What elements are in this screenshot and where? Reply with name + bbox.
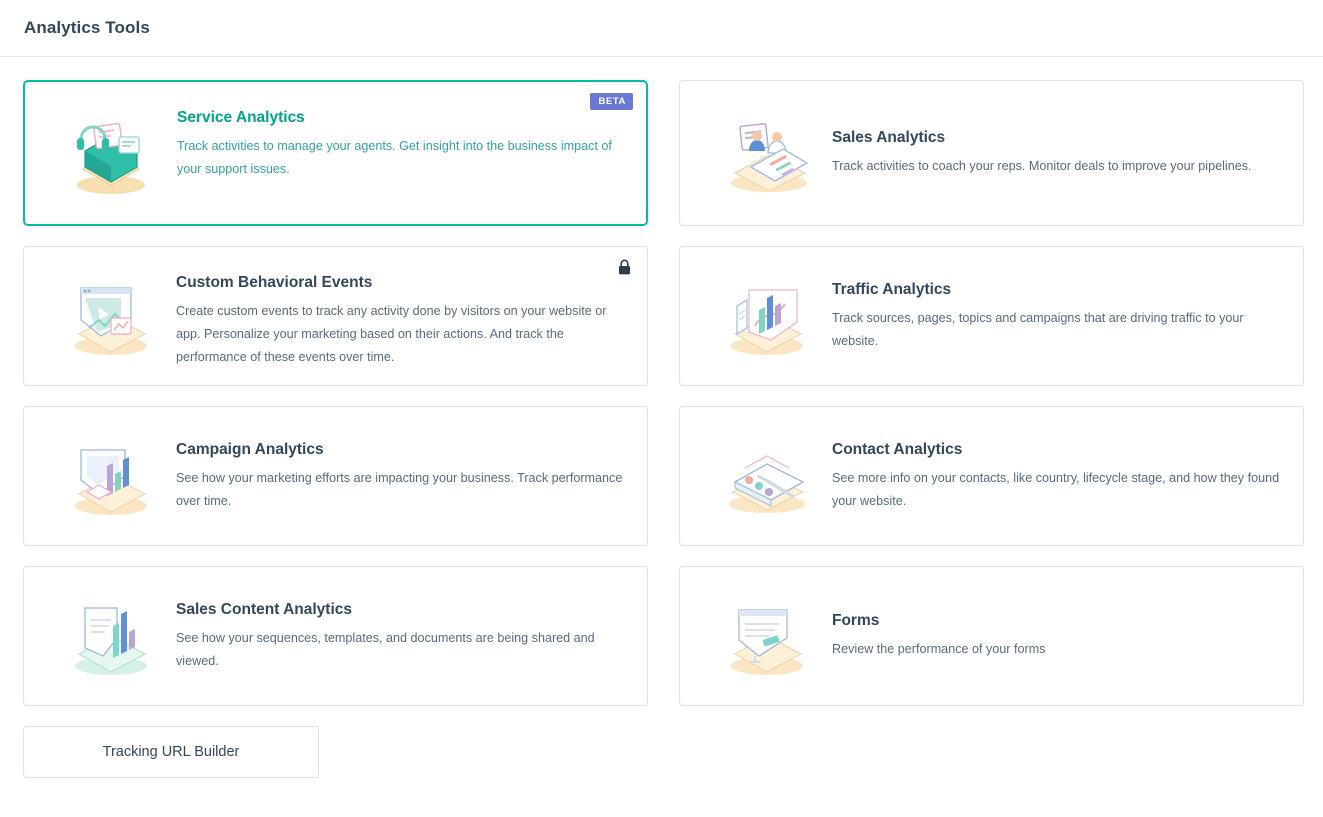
card-campaign-analytics[interactable]	[23, 406, 648, 546]
card-title: Sales Analytics	[832, 129, 946, 146]
page-title: Analytics Tools	[24, 18, 150, 37]
service-desk-illustration	[45, 98, 177, 208]
card-title: Campaign Analytics	[176, 440, 324, 458]
card-body	[832, 128, 1281, 178]
form-screen-illustration	[700, 583, 832, 689]
card-custom-behavioral-events[interactable]	[23, 246, 648, 386]
card-description: Track sources, pages, topics and campaigns that are driving traffic to your website.	[832, 310, 1244, 348]
card-description: Create custom events to track any activity done by visitors on your website or app. Personalize your marketing based on their actions. And track the performance of these events over time.	[176, 304, 607, 364]
card-traffic-analytics[interactable]	[679, 246, 1304, 386]
card-body	[176, 263, 625, 369]
card-service-analytics[interactable]	[23, 80, 648, 226]
card-title: Traffic Analytics	[832, 280, 952, 298]
card-title: Sales Content Analytics	[176, 600, 353, 618]
bar-chart-map-illustration	[700, 263, 832, 369]
card-title: Forms	[832, 612, 880, 629]
card-description: See how your sequences, templates, and documents are being shared and viewed.	[176, 630, 595, 668]
card-title: Contact Analytics	[832, 440, 963, 458]
card-body	[176, 440, 625, 513]
card-description: See more info on your contacts, like country, lifecycle stage, and how they found your website.	[832, 470, 1280, 508]
analytics-tools-grid	[0, 57, 1323, 706]
tracking-url-builder-label: Tracking URL Builder	[102, 744, 240, 760]
card-description: Track activities to coach your reps. Monitor deals to improve your pipelines.	[832, 159, 1252, 173]
contact-list-illustration	[700, 423, 832, 529]
tracking-url-builder-button[interactable]	[23, 726, 319, 778]
lock-icon	[618, 259, 631, 275]
card-description: Track activities to manage your agents. Get insight into the business impact of your support issues.	[177, 139, 612, 176]
card-description: Review the performance of your forms	[832, 642, 1046, 656]
card-body	[832, 440, 1281, 513]
card-body	[832, 280, 1281, 353]
card-title: Custom Behavioral Events	[176, 274, 373, 291]
beta-badge: BETA	[590, 93, 633, 110]
card-description: See how your marketing efforts are impacting your business. Track performance over time.	[176, 470, 623, 508]
documents-chart-illustration	[44, 583, 176, 689]
card-body	[177, 98, 624, 181]
card-body	[832, 611, 1281, 661]
card-sales-content-analytics[interactable]	[23, 566, 648, 706]
monitor-chart-illustration	[44, 423, 176, 529]
browser-play-illustration	[44, 263, 176, 369]
page-header	[0, 0, 1323, 57]
sales-people-illustration	[700, 97, 832, 209]
card-body	[176, 600, 625, 673]
card-contact-analytics[interactable]	[679, 406, 1304, 546]
card-sales-analytics[interactable]	[679, 80, 1304, 226]
card-title: Service Analytics	[177, 109, 305, 126]
card-forms[interactable]	[679, 566, 1304, 706]
